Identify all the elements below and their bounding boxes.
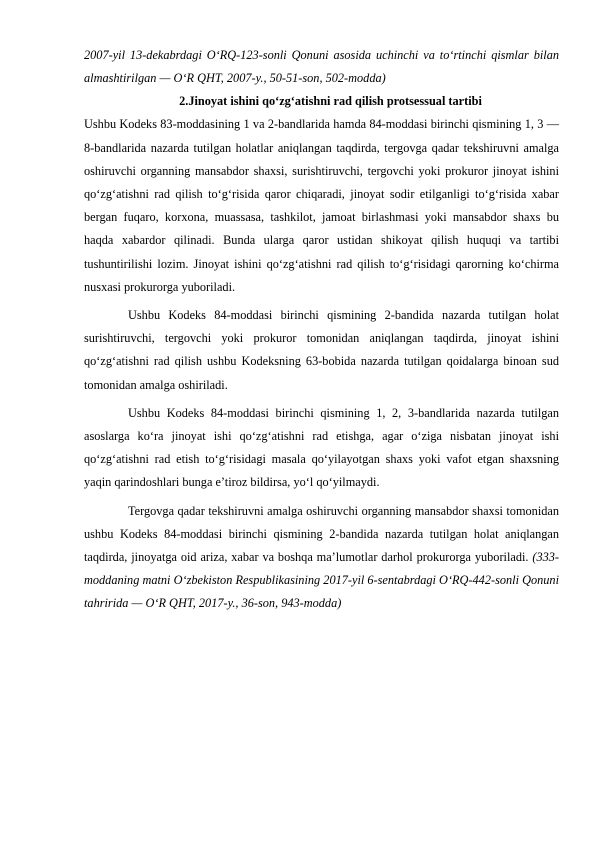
paragraph-3: Ushbu Kodeks 84-moddasi birinchi qismining 1, 2, 3-bandlarida nazarda tutilgan asoslarga ko‘ra jinoyat ishi qo‘zg‘atishni rad etishga, agar o‘ziga nisbatan jinoyat ishi qo‘zg‘atishni rad etish to‘g‘risidagi masala qo‘yilayotgan shaxs yoki vafot etgan shaxsning yaqin qarindoshlari bunga e’tiroz bildirsa, yo‘l qo‘yilmaydi. <box>84 405 559 490</box>
section-heading: 2.Jinoyat ishini qo‘zg‘atishni rad qilish protsessual tartibi <box>179 94 482 109</box>
paragraph-1: Ushbu Kodeks 83-moddasining 1 va 2-bandlarida hamda 84-moddasi birinchi qismining 1, 3 — 8-bandlarida nazarda tutilgan holatlar aniqlangan taqdirda, tergovga qadar tekshiruvni amalga oshiruvchi organning mansabdor shaxsi, surishtiruvchi, tergovchi yoki prokuror jinoyat ishini qo‘zg‘atishni rad qilish to‘g‘risida qaror chiqaradi, jinoyat sodir etilganligi to‘g‘risida xabar bergan fuqaro, korxona, muassasa, tashkilot, jamoat birlashmasi yoki mansabdor shaxs bu haqda xabardor qilinadi. Bunda ularga qaror ustidan shikoyat qilish huquqi va tartibi tushuntirilishi lozim. Jinoyat ishini qo‘zg‘atishni rad qilish to‘g‘risidagi qarorning ko‘chirma nusxasi prokurorga yuboriladi. <box>84 117 559 294</box>
intro-note: 2007-yil 13-dekabrdagi O‘RQ-123-sonli Qonuni asosida uchinchi va to‘rtinchi qismlar bilan almashtirilgan — O‘R QHT, 2007-y., 50-51-son, 502-modda) <box>84 48 559 86</box>
paragraph-4 <box>84 500 559 616</box>
paragraph-4-note: (333-moddaning matni O‘zbekiston Respublikasining 2017-yil 6-sentabrdagi O‘RQ-442-sonli Qonuni tahririda — O‘R QHT, 2017-y., 36-son, 943-modda) <box>84 550 559 611</box>
paragraph-2: Ushbu Kodeks 84-moddasi birinchi qismining 2-bandida nazarda tutilgan holat surishtiruvchi, tergovchi yoki prokuror tomonidan aniqlangan taqdirda, jinoyat ishini qo‘zg‘atishni rad qilish ushbu Kodeksning 63-bobida nazarda tutilgan qoidalarga binoan sud tomonidan amalga oshiriladi. <box>84 308 559 392</box>
paragraph-4-text: Tergovga qadar tekshiruvni amalga oshiruvchi organning mansabdor shaxsi tomonidan ushbu Kodeks 84-moddasi birinchi qismining 2-bandida nazarda tutilgan holat aniqlangan taqdirda, jinoyatga oid ariza, xabar va boshqa ma’lumotlar darhol prokurorga yuboriladi. <box>84 503 559 565</box>
document-page <box>84 44 559 616</box>
